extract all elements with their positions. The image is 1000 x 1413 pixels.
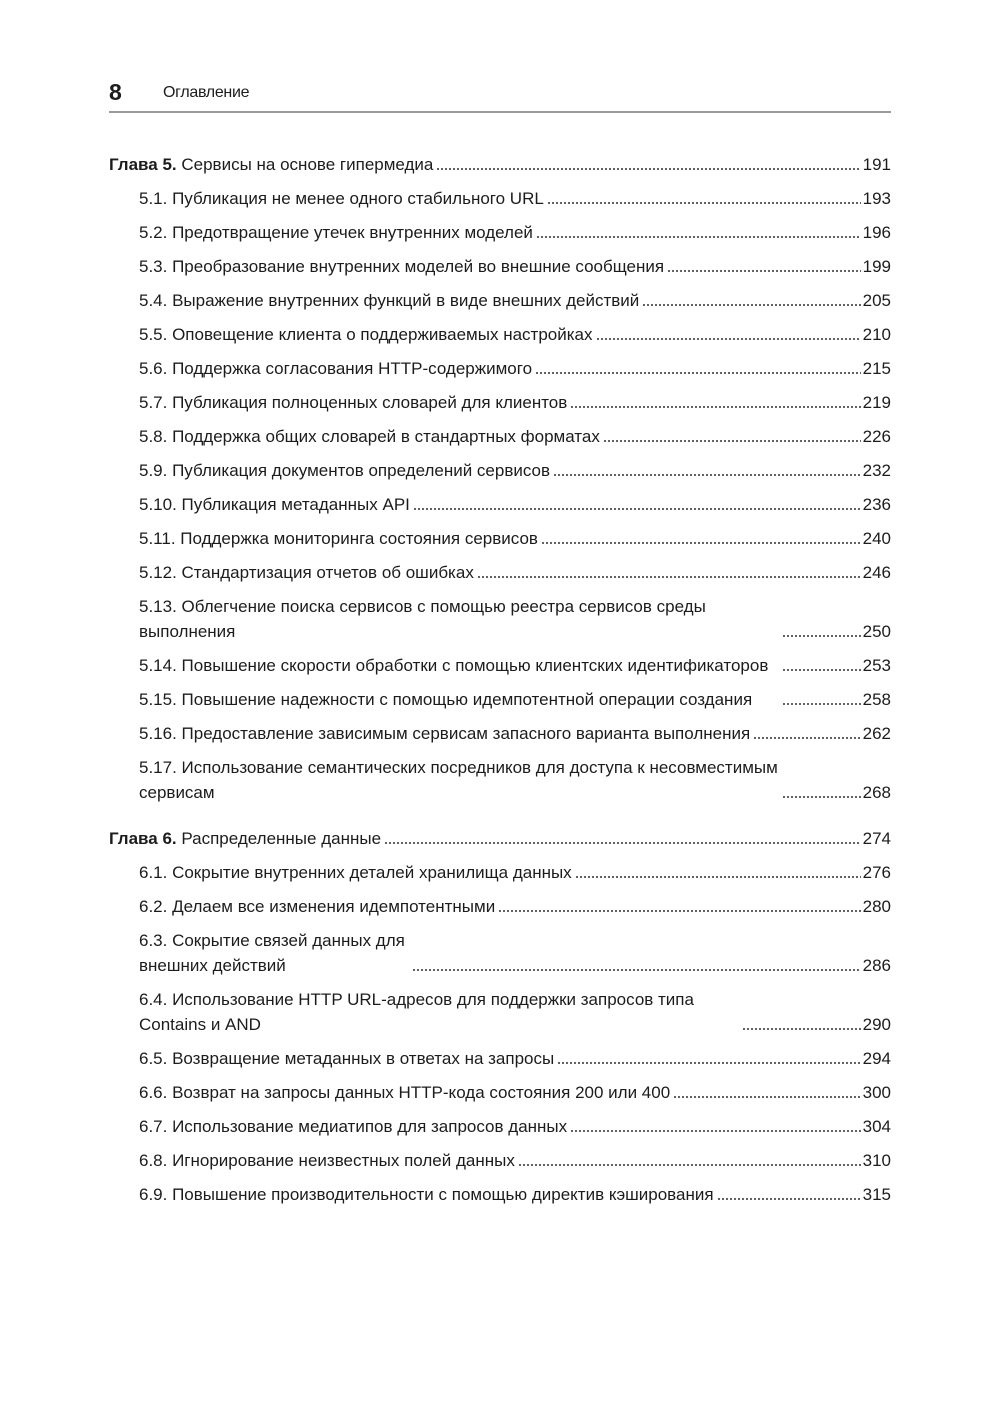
dot-leader <box>536 233 861 239</box>
dot-leader <box>477 573 861 579</box>
entry-title: 5.7. Публикация полноценных словарей для клиентов <box>139 393 568 412</box>
entry-title: 5.9. Публикация документов определений сервисов <box>139 461 551 480</box>
dot-leader <box>518 1161 861 1167</box>
entry-title: 5.3. Преобразование внутренних моделей во внешние сообщения <box>139 257 665 276</box>
entry-page: 304 <box>862 1117 891 1136</box>
dot-leader <box>667 267 861 273</box>
entry-title: 5.14. Повышение скорости обработки с помощью клиентских идентификаторов <box>139 656 769 675</box>
toc-entry-5-3[interactable] <box>109 254 891 279</box>
dot-leader <box>717 1195 861 1201</box>
toc-entry-5-14[interactable] <box>109 653 891 678</box>
chapter-5-title: Сервисы на основе гипермедиа <box>181 155 434 174</box>
entry-title: 5.5. Оповещение клиента о поддерживаемых настройках <box>139 325 593 344</box>
entry-page: 215 <box>862 359 891 378</box>
toc-entry-5-11[interactable] <box>109 526 891 551</box>
entry-page: 193 <box>862 189 891 208</box>
page-number: 8 <box>109 79 122 105</box>
toc-entry-6-2[interactable] <box>109 894 891 919</box>
entry-title: 5.1. Публикация не менее одного стабильного URL <box>139 189 544 208</box>
dot-leader <box>673 1093 860 1099</box>
dot-leader <box>782 700 861 706</box>
chapter-6-entry[interactable] <box>109 826 891 851</box>
entry-page: 262 <box>862 724 891 743</box>
toc-entry-5-17[interactable] <box>109 755 891 805</box>
toc-entry-6-6[interactable] <box>109 1080 891 1105</box>
toc-entry-5-1[interactable] <box>109 186 891 211</box>
dot-leader <box>541 539 861 545</box>
entry-page: 294 <box>862 1049 891 1068</box>
entry-title: 5.6. Поддержка согласования HTTP-содержимого <box>139 359 533 378</box>
dot-leader <box>547 199 861 205</box>
entry-title: 6.9. Повышение производительности с помощью директив кэширования <box>139 1185 714 1204</box>
chapter-5-heading <box>109 152 433 177</box>
entry-page: 258 <box>862 690 891 709</box>
entry-title: 6.7. Использование медиатипов для запросов данных <box>139 1117 568 1136</box>
chapter-6-label: Глава 6. <box>109 829 177 848</box>
chapter-6-heading <box>109 826 381 851</box>
entry-title: 5.10. Публикация метаданных API <box>139 495 410 514</box>
dot-leader <box>603 437 861 443</box>
toc-entry-5-16[interactable] <box>109 721 891 746</box>
entry-title: 6.2. Делаем все изменения идемпотентными <box>139 897 496 916</box>
dot-leader <box>642 301 860 307</box>
toc-entry-6-5[interactable] <box>109 1046 891 1071</box>
dot-leader <box>782 793 861 799</box>
entry-page: 300 <box>862 1083 891 1102</box>
entry-title: 5.2. Предотвращение утечек внутренних моделей <box>139 223 533 242</box>
entry-page: 253 <box>862 656 891 675</box>
entry-page: 246 <box>862 563 891 582</box>
entry-title: 6.1. Сокрытие внутренних деталей хранилища данных <box>139 863 572 882</box>
entry-page: 290 <box>862 1015 891 1034</box>
entry-page: 219 <box>862 393 891 412</box>
toc-entry-5-10[interactable] <box>109 492 891 517</box>
entry-title: 6.5. Возвращение метаданных в ответах на запросы <box>139 1049 555 1068</box>
toc-entry-6-3[interactable] <box>109 928 891 978</box>
entry-page: 199 <box>862 257 891 276</box>
dot-leader <box>570 403 860 409</box>
entry-page: 268 <box>862 783 891 802</box>
entry-title: 5.16. Предоставление зависимым сервисам запасного варианта выполнения <box>139 724 751 743</box>
toc-entry-5-2[interactable] <box>109 220 891 245</box>
entry-title: 6.3. Сокрытие связей данных для внешних действий <box>139 931 405 975</box>
dot-leader <box>436 165 860 171</box>
chapter-6-title: Распределенные данные <box>181 829 382 848</box>
toc-entry-5-12[interactable] <box>109 560 891 585</box>
toc-entry-6-1[interactable] <box>109 860 891 885</box>
chapter-6-page: 274 <box>862 829 891 848</box>
entry-page: 205 <box>862 291 891 310</box>
toc-entry-5-5[interactable] <box>109 322 891 347</box>
entry-page: 280 <box>862 897 891 916</box>
toc-entry-5-9[interactable] <box>109 458 891 483</box>
header-rule <box>109 111 891 113</box>
dot-leader <box>753 734 860 740</box>
entry-page: 315 <box>862 1185 891 1204</box>
dot-leader <box>535 369 861 375</box>
entry-page: 240 <box>862 529 891 548</box>
chapter-5-page: 191 <box>862 155 891 174</box>
entry-title: 5.15. Повышение надежности с помощью идемпотентной операции создания <box>139 690 753 709</box>
entry-title: 5.12. Стандартизация отчетов об ошибках <box>139 563 474 582</box>
entry-page: 250 <box>862 622 891 641</box>
entry-title: 5.11. Поддержка мониторинга состояния сервисов <box>139 529 538 548</box>
entry-page: 232 <box>862 461 891 480</box>
dot-leader <box>570 1127 860 1133</box>
toc-entry-5-4[interactable] <box>109 288 891 313</box>
page-header <box>109 78 891 108</box>
dot-leader <box>782 666 861 672</box>
toc-entry-6-7[interactable] <box>109 1114 891 1139</box>
entry-page: 310 <box>862 1151 891 1170</box>
entry-page: 196 <box>862 223 891 242</box>
dot-leader <box>742 1025 861 1031</box>
table-of-contents <box>109 152 891 1216</box>
toc-entry-5-8[interactable] <box>109 424 891 449</box>
dot-leader <box>413 505 861 511</box>
chapter-5-label: Глава 5. <box>109 155 177 174</box>
running-title: Оглавление <box>163 84 250 101</box>
entry-title: 6.6. Возврат на запросы данных HTTP-кода состояния 200 или 400 <box>139 1083 671 1102</box>
toc-entry-6-9[interactable] <box>109 1182 891 1207</box>
toc-entry-5-13[interactable] <box>109 594 891 644</box>
toc-entry-6-4[interactable] <box>109 987 891 1037</box>
toc-entry-6-8[interactable] <box>109 1148 891 1173</box>
dot-leader <box>782 632 861 638</box>
dot-leader <box>596 335 861 341</box>
entry-title: 5.8. Поддержка общих словарей в стандартных форматах <box>139 427 600 446</box>
toc-entry-5-15[interactable] <box>109 687 891 712</box>
dot-leader <box>575 873 861 879</box>
toc-entry-5-6[interactable] <box>109 356 891 381</box>
dot-leader <box>498 907 860 913</box>
toc-entry-5-7[interactable] <box>109 390 891 415</box>
dot-leader <box>384 839 861 845</box>
entry-title: 5.13. Облегчение поиска сервисов с помощью реестра сервисов среды выполнения <box>139 597 706 641</box>
entry-page: 236 <box>862 495 891 514</box>
dot-leader <box>557 1059 860 1065</box>
entry-title: 5.4. Выражение внутренних функций в виде внешних действий <box>139 291 640 310</box>
entry-page: 210 <box>862 325 891 344</box>
entry-page: 286 <box>862 956 891 975</box>
dot-leader <box>553 471 861 477</box>
entry-title: 6.8. Игнорирование неизвестных полей данных <box>139 1151 515 1170</box>
dot-leader <box>412 966 861 972</box>
chapter-5-entry[interactable] <box>109 152 891 177</box>
entry-page: 226 <box>862 427 891 446</box>
entry-page: 276 <box>862 863 891 882</box>
entry-title: 6.4. Использование HTTP URL-адресов для поддержки запросов типа Contains и AND <box>139 990 694 1034</box>
entry-title: 5.17. Использование семантических посредников для доступа к несовместимым сервисам <box>139 758 778 802</box>
